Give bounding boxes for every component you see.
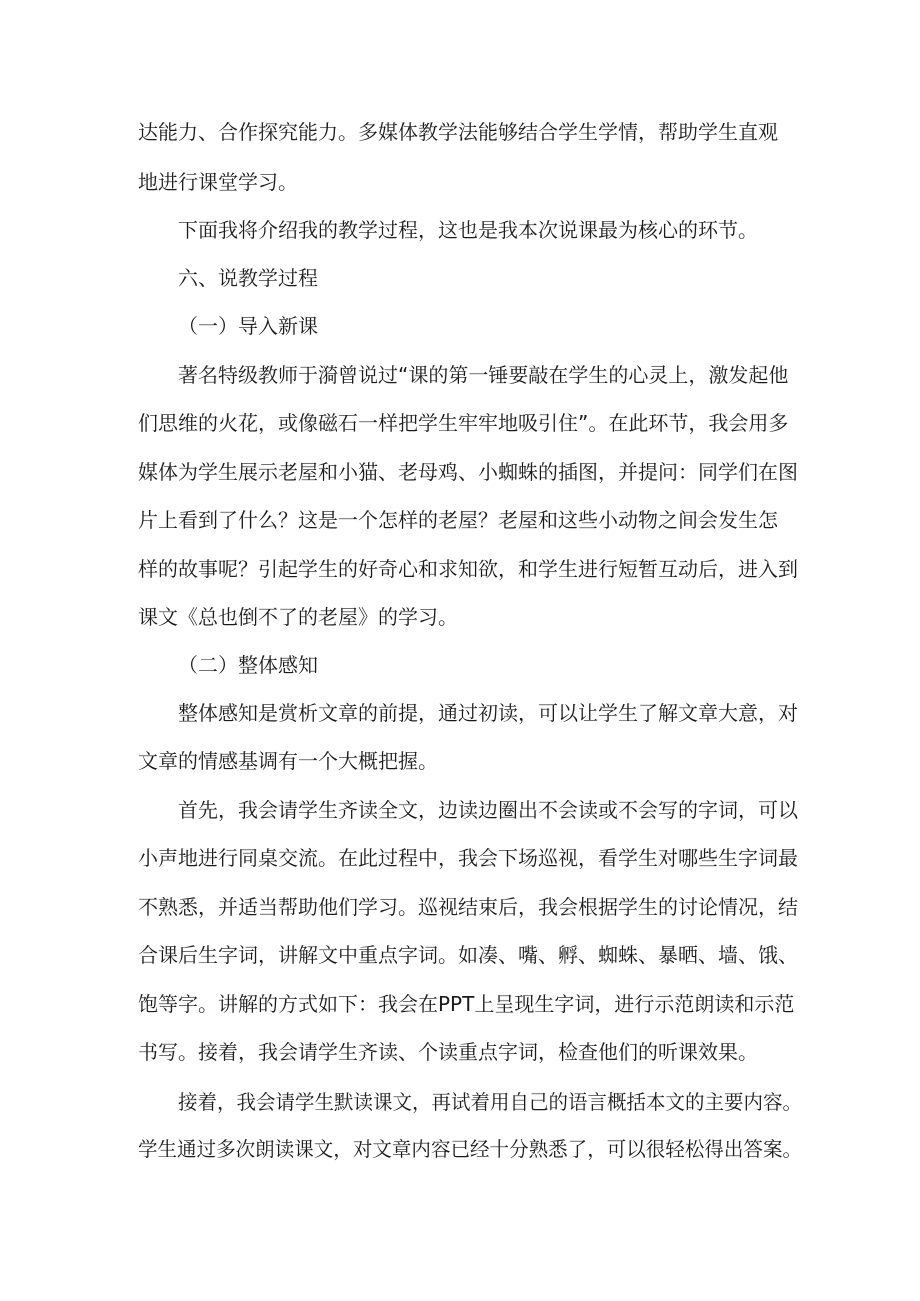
paragraph-line: 著名特级教师于漪曾说过“课的第一锤要敲在学生的心灵上，激发起他	[178, 363, 789, 387]
paragraph-line: 下面我将介绍我的教学过程，这也是我本次说课最为核心的环节。	[178, 218, 758, 242]
subsection-heading: （二）整体感知	[178, 653, 318, 677]
section-heading: 六、说教学过程	[178, 266, 318, 290]
paragraph-line: 学生通过多次朗读课文，对文章内容已经十分熟悉了，可以很轻松得出答案。	[138, 1137, 803, 1161]
paragraph-line: 文章的情感基调有一个大概把握。	[138, 749, 438, 773]
subsection-heading: （一）导入新课	[178, 314, 318, 338]
paragraph-line: 接着，我会请学生默读课文，再试着用自己的语言概括本文的主要内容。	[178, 1090, 802, 1114]
paragraph-line: 地进行课堂学习。	[138, 170, 298, 194]
paragraph-line: 样的故事呢？引起学生的好奇心和求知欲，和学生进行短暂互动后，进入到	[138, 557, 798, 581]
paragraph-line: 们思维的火花，或像磁石一样把学生牢牢地吸引住”。在此环节，我会用多	[138, 411, 789, 435]
paragraph-line: 达能力、合作探究能力。多媒体教学法能够结合学生学情，帮助学生直观	[138, 120, 778, 144]
paragraph-line: 饱等字。讲解的方式如下：我会在PPT上呈现生字词，进行示范朗读和示范	[138, 992, 795, 1016]
paragraph-line: 合课后生字词，讲解文中重点字词。如凑、嘴、孵、蜘蛛、暴晒、墙、饿、	[138, 943, 798, 967]
paragraph-line: 整体感知是赏析文章的前提，通过初读，可以让学生了解文章大意，对	[178, 701, 798, 725]
paragraph-line: 首先，我会请学生齐读全文，边读边圈出不会读或不会写的字词，可以	[178, 798, 798, 822]
paragraph-line: 小声地进行同桌交流。在此过程中，我会下场巡视，看学生对哪些生字词最	[138, 846, 798, 870]
paragraph-line: 书写。接着，我会请学生齐读、个读重点字词，检查他们的听课效果。	[138, 1040, 758, 1064]
paragraph-line: 不熟悉，并适当帮助他们学习。巡视结束后，我会根据学生的讨论情况，结	[138, 895, 798, 919]
paragraph-line: 片上看到了什么？这是一个怎样的老屋？老屋和这些小动物之间会发生怎	[138, 508, 778, 532]
paragraph-line: 媒体为学生展示老屋和小猫、老母鸡、小蜘蛛的插图，并提问：同学们在图	[138, 460, 798, 484]
paragraph-line: 课文《总也倒不了的老屋》的学习。	[138, 605, 458, 629]
